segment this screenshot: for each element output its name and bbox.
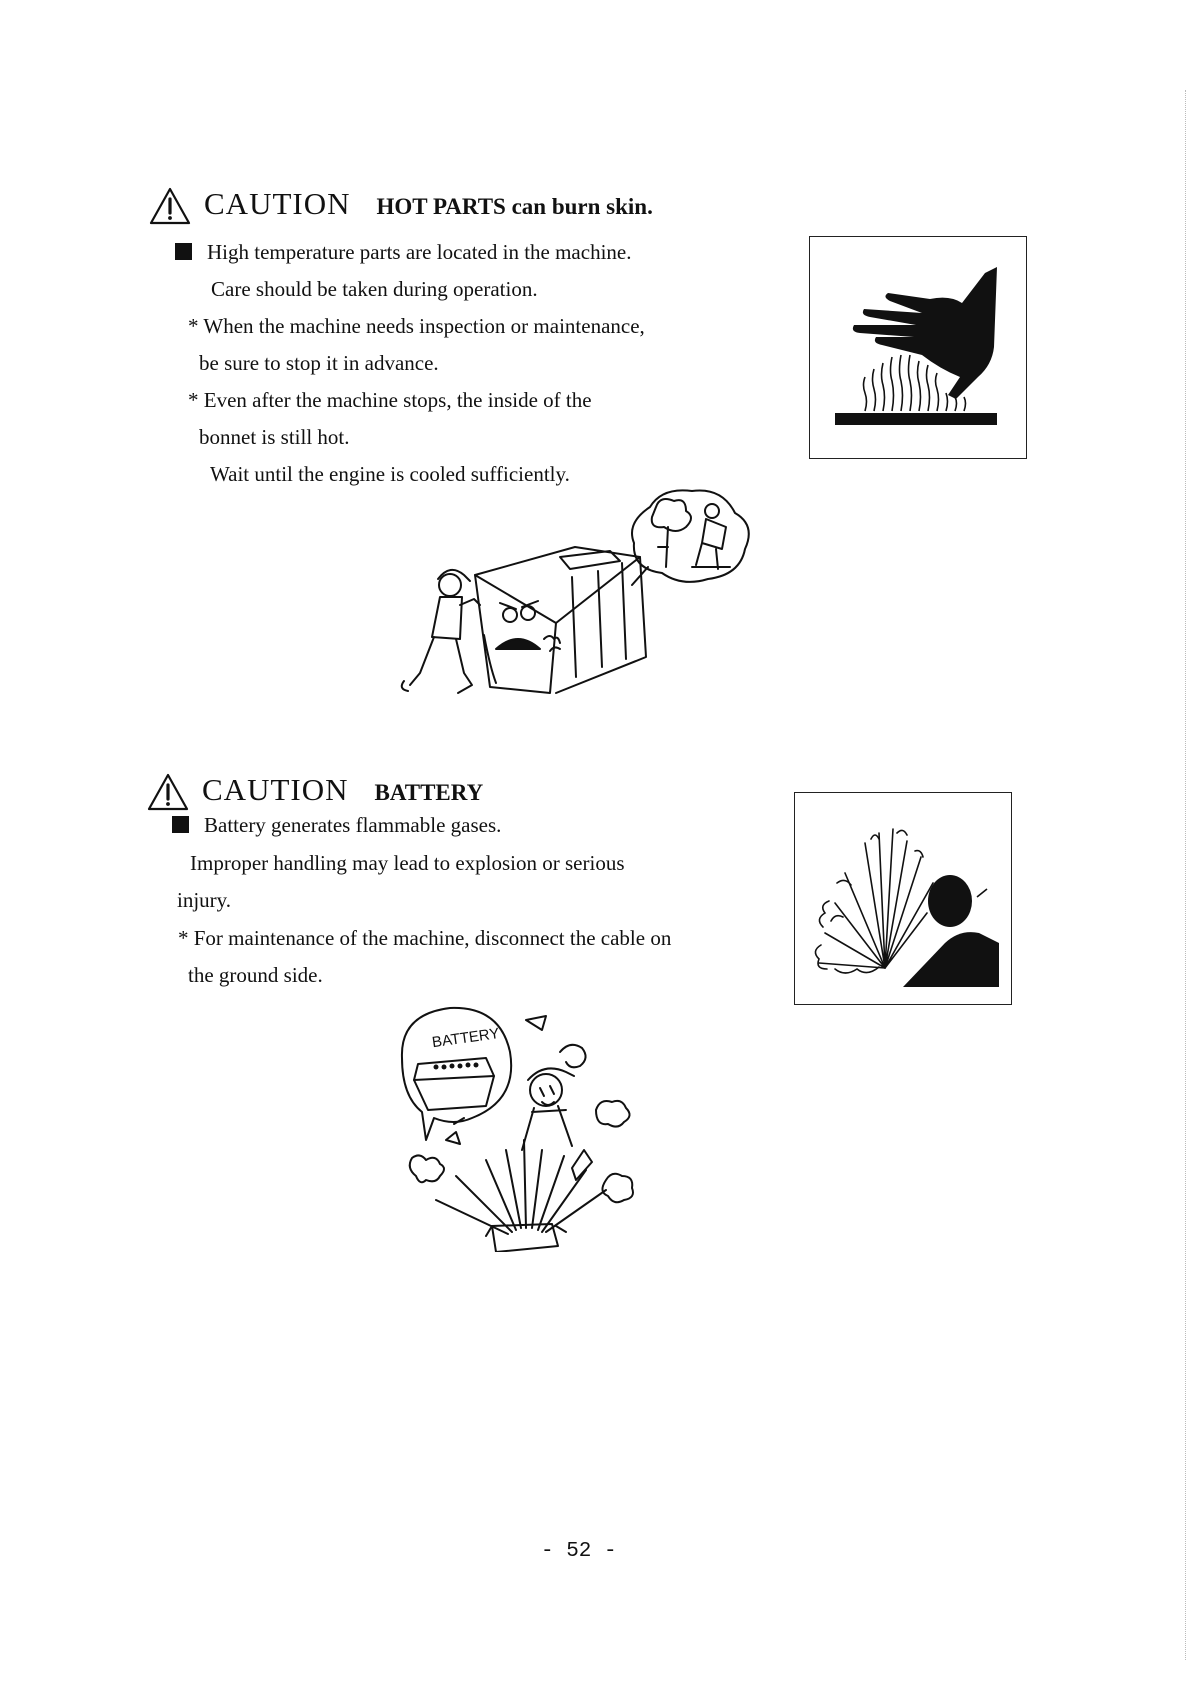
hot-surface-pictogram: [809, 236, 1027, 459]
warning-triangle-icon: [146, 772, 190, 812]
text-line: Wait until the engine is cooled sufficiently.: [210, 462, 570, 486]
text-line: * For maintenance of the machine, disconnect the cable on: [178, 926, 672, 950]
text-line: bonnet is still hot.: [199, 425, 350, 449]
text-line: * When the machine needs inspection or maintenance,: [188, 314, 645, 338]
scan-edge-dots: [1185, 90, 1186, 1660]
caution-heading-hot-parts: [148, 186, 653, 226]
square-bullet-icon: [175, 243, 192, 260]
text-line: Battery generates flammable gases.: [172, 815, 501, 836]
battery-explosion-illustration: [396, 1000, 696, 1252]
page-number: - 52 -: [541, 1540, 617, 1563]
text-line: the ground side.: [188, 963, 323, 987]
hot-machine-illustration: [400, 487, 760, 737]
caution-subtitle: BATTERY: [374, 780, 484, 805]
explosion-pictogram: [794, 792, 1012, 1005]
warning-triangle-icon: [148, 186, 192, 226]
text-line: Care should be taken during operation.: [211, 277, 538, 301]
caution-subtitle: HOT PARTS can burn skin.: [376, 194, 653, 219]
caution-word: CAUTION: [202, 772, 349, 807]
caution-heading-battery: [146, 772, 483, 812]
battery-label: BATTERY: [430, 1024, 501, 1052]
text-line: injury.: [177, 888, 232, 912]
caution-word: CAUTION: [204, 186, 351, 221]
hand-over-hot-surface-icon: [810, 237, 1026, 458]
text-line: * Even after the machine stops, the inside of the: [188, 388, 592, 412]
text-line: Improper handling may lead to explosion or serious: [190, 851, 625, 875]
text-line: High temperature parts are located in the machine.: [175, 242, 631, 263]
text-line: be sure to stop it in advance.: [199, 351, 439, 375]
square-bullet-icon: [172, 816, 189, 833]
explosion-person-icon: [795, 793, 1011, 1004]
